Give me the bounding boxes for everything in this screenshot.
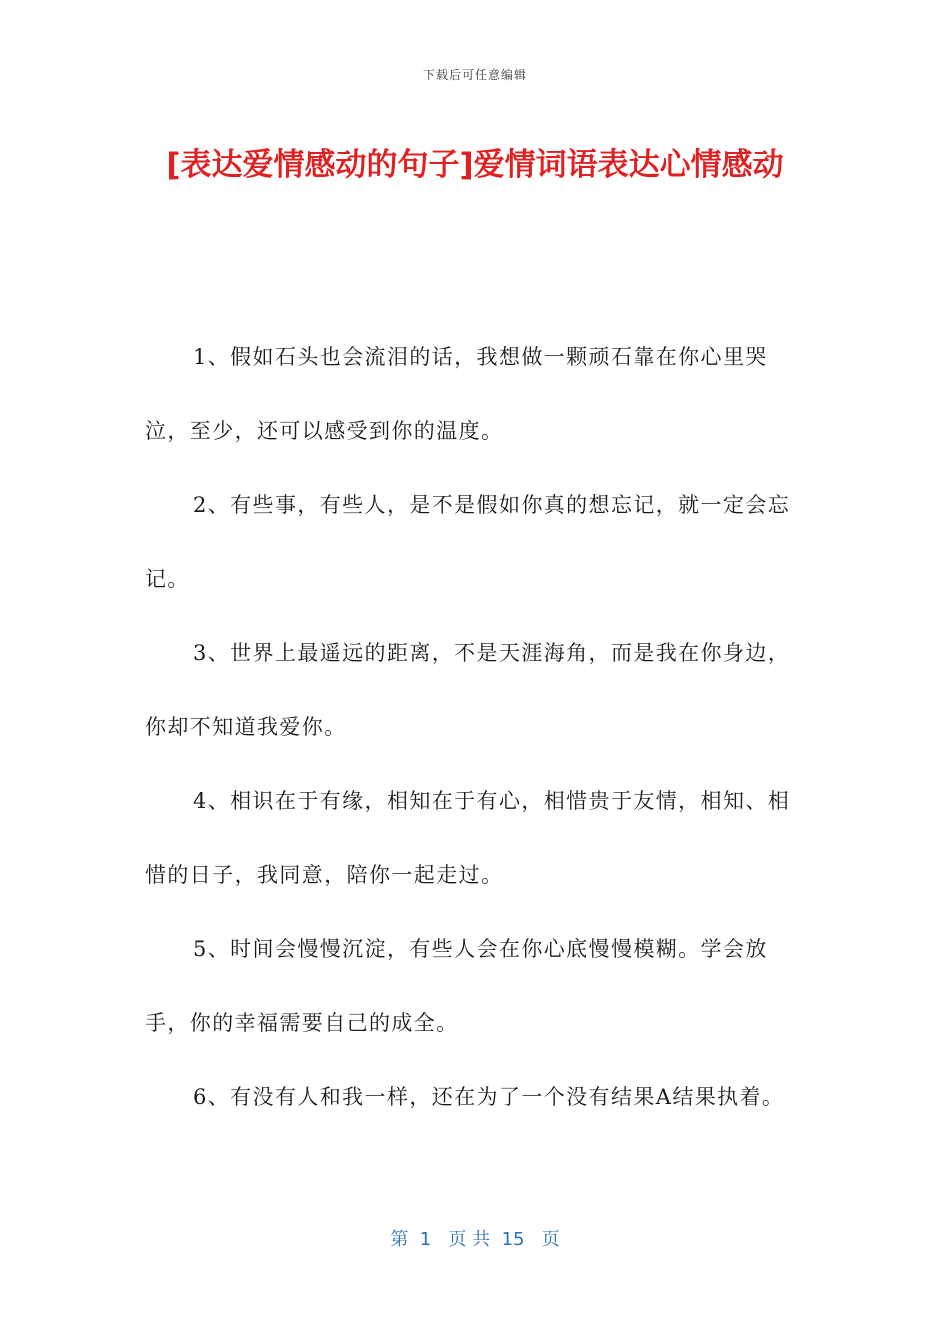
paragraph-1: 1、假如石头也会流泪的话，我想做一颗顽石靠在你心里哭泣，至少，还可以感受到你的温度。 xyxy=(145,345,768,443)
paragraph-6: 6、有没有人和我一样，还在为了一个没有结果A结果执着。 xyxy=(193,1085,785,1109)
paragraph-4: 4、相识在于有缘，相知在于有心，相惜贵于友情，相知、相惜的日子，我同意，陪你一起走过。 xyxy=(145,789,791,887)
paragraph-5: 5、时间会慢慢沉淀，有些人会在你心底慢慢模糊。学会放手，你的幸福需要自己的成全。 xyxy=(145,937,768,1035)
header-note: 下载后可任意编辑 xyxy=(422,68,527,82)
document-title: [表达爱情感动的句子]爱情词语表达心情感动 xyxy=(166,147,784,183)
paragraph-3: 3、世界上最遥远的距离，不是天涯海角，而是我在你身边，你却不知道我爱你。 xyxy=(145,641,791,739)
page-footer: 第 1 页 共 15 页 xyxy=(390,1229,560,1250)
document-body xyxy=(145,320,809,1134)
paragraph-2: 2、有些事，有些人，是不是假如你真的想忘记，就一定会忘记。 xyxy=(145,493,791,591)
